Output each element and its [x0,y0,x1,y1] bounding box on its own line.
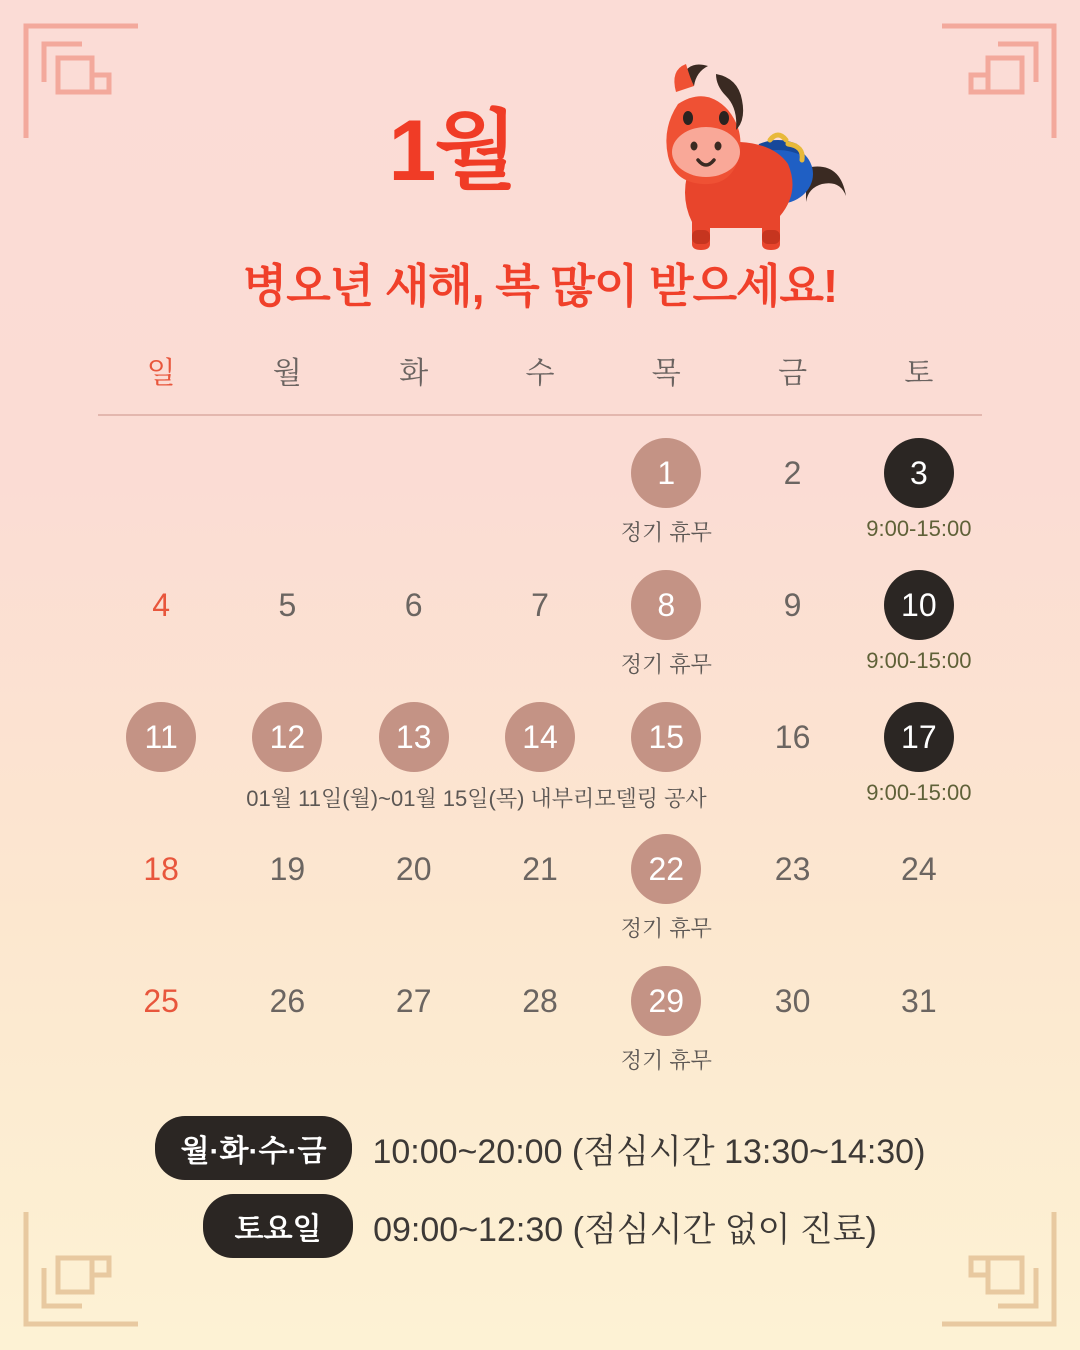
calendar-day-cell [351,554,477,680]
day-number: 1 [631,438,701,508]
day-number: 31 [901,983,937,1019]
day-number: 19 [269,851,306,887]
red-horse-icon [620,48,860,258]
weekday-sat: 토 [904,357,934,390]
hours-label-weekday: 월·화·수·금 [155,1116,353,1180]
day-number: 27 [395,983,432,1019]
day-number: 4 [152,587,171,623]
calendar-day-cell [351,818,477,944]
calendar-day-cell [856,554,982,680]
calendar-day-cell [351,950,477,1076]
day-note: 정기 휴무 [620,652,712,677]
calendar-week-row [98,422,982,548]
day-note: 9:00-15:00 [866,648,972,673]
calendar-day-cell [98,554,224,680]
greeting-text: 병오년 새해, 복 많이 받으세요! [242,260,838,312]
day-number: 14 [505,702,575,772]
day-note: 정기 휴무 [620,916,712,941]
day-number: 26 [269,983,306,1019]
weekday-sun: 일 [146,357,176,390]
calendar-day-cell [729,818,855,944]
weekday-mon: 월 [272,357,302,390]
day-number: 17 [884,702,954,772]
day-number: 9 [783,587,802,623]
calendar-day-cell [603,950,729,1076]
calendar-day-cell [98,818,224,944]
calendar-day-cell [98,422,224,548]
day-note: 9:00-15:00 [866,780,972,805]
calendar-day-cell [477,818,603,944]
day-number: 2 [783,455,802,491]
day-number: 28 [522,983,558,1019]
day-number: 23 [774,851,811,887]
hours-label-saturday: 토요일 [203,1194,353,1258]
header [0,0,1080,312]
day-number: 30 [774,983,811,1019]
calendar-day-cell [603,818,729,944]
calendar-day-cell [856,422,982,548]
day-number: 20 [395,851,432,887]
hours-text-saturday: 09:00~12:30 (점심시간 없이 진료) [373,1210,877,1249]
calendar-day-cell [856,818,982,944]
hours-row-weekday [0,1116,1080,1180]
calendar-day-cell [224,554,350,680]
calendar-day-cell [603,554,729,680]
calendar-week-row [98,686,982,812]
calendar-day-cell [224,950,350,1076]
day-number: 29 [631,966,701,1036]
day-number: 21 [522,851,558,887]
calendar [98,348,982,1076]
weekday-tue: 화 [399,357,429,390]
day-number: 16 [774,719,811,755]
calendar-day-cell [351,422,477,548]
calendar-day-cell [856,950,982,1076]
day-note: 정기 휴무 [620,520,712,545]
day-number: 5 [278,587,297,623]
day-number: 24 [901,851,937,887]
day-number: 15 [631,702,701,772]
weekday-header-row [98,348,982,416]
calendar-day-cell [477,422,603,548]
day-number: 12 [252,702,322,772]
calendar-week-row [98,818,982,944]
calendar-day-cell [98,950,224,1076]
renovation-period-note: 01월 11일(월)~01월 15일(목) 내부리모델링 공사 [246,786,707,811]
calendar-day-cell [477,950,603,1076]
calendar-day-cell [729,554,855,680]
day-note: 9:00-15:00 [866,516,972,541]
day-number: 8 [631,570,701,640]
calendar-week-row [98,554,982,680]
weekday-fri: 금 [778,357,808,390]
business-hours [0,1116,1080,1272]
weekday-wed: 수 [525,357,555,390]
weekday-thu: 목 [651,357,681,390]
hours-text-weekday: 10:00~20:00 (점심시간 13:30~14:30) [372,1132,926,1171]
calendar-week-row [98,950,982,1076]
day-number: 11 [126,702,196,772]
calendar-day-cell [603,422,729,548]
day-number: 18 [143,851,179,887]
day-number: 7 [531,587,549,623]
calendar-day-cell [856,686,982,812]
day-note: 정기 휴무 [620,1048,712,1073]
calendar-day-cell [477,554,603,680]
day-number: 10 [884,570,954,640]
day-number: 13 [379,702,449,772]
page-title: 1월 [388,103,516,199]
calendar-day-cell [729,422,855,548]
day-number: 22 [631,834,701,904]
calendar-day-cell [224,818,350,944]
calendar-day-cell [224,422,350,548]
hours-row-saturday [0,1194,1080,1258]
day-number: 6 [404,587,423,623]
calendar-day-cell [729,950,855,1076]
day-number: 3 [884,438,954,508]
day-number: 25 [143,983,179,1019]
